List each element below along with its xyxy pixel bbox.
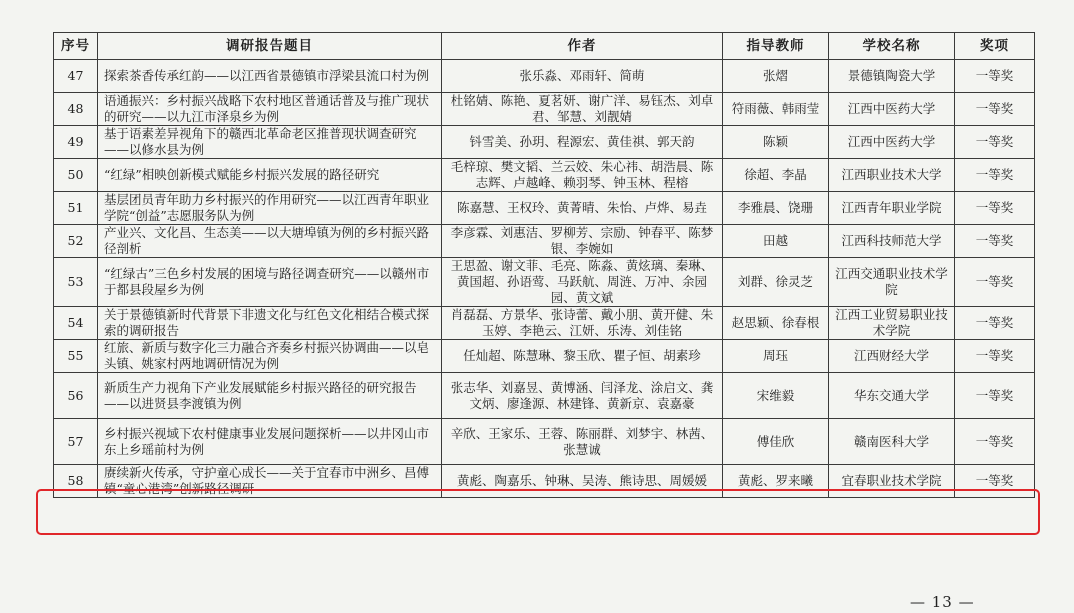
row-title: 红旅、新质与数字化三力融合齐奏乡村振兴协调曲——以皂头镇、姚家村两地调研情况为例 — [98, 340, 442, 373]
row-authors: 李彦霖、刘惠洁、罗柳芳、宗励、钟春平、陈梦银、李婉如 — [442, 225, 723, 258]
table-row — [54, 307, 1035, 340]
row-authors: 王思盈、谢文菲、毛亮、陈淼、黄炫璃、秦琳、黄国超、孙语莺、马跃航、周涟、万冲、余园园、黄文斌 — [442, 258, 723, 307]
row-award: 一等奖 — [955, 307, 1035, 340]
row-number: 51 — [54, 192, 98, 225]
row-title: 基层团员青年助力乡村振兴的作用研究——以江西青年职业学院“创益”志愿服务队为例 — [98, 192, 442, 225]
row-authors: 毛梓琼、樊文韬、兰云姣、朱心祎、胡浩晨、陈志辉、卢越峰、赖羽琴、钟玉林、程榕 — [442, 159, 723, 192]
row-authors: 陈嘉慧、王权玲、黄菁晴、朱怡、卢烨、易垚 — [442, 192, 723, 225]
row-title: 语通振兴：乡村振兴战略下农村地区普通话普及与推广现状的研究——以九江市泽泉乡为例 — [98, 93, 442, 126]
header-authors: 作者 — [442, 33, 723, 60]
table-row — [54, 60, 1035, 93]
row-authors: 黄彪、陶嘉乐、钟琳、吴涛、熊诗思、周媛媛 — [442, 465, 723, 498]
row-title: 乡村振兴视域下农村健康事业发展问题探析——以井冈山市东上乡瑶前村为例 — [98, 419, 442, 465]
row-teacher: 赵思颖、徐春根 — [723, 307, 829, 340]
row-title: 产业兴、文化昌、生态美——以大塘埠镇为例的乡村振兴路径剖析 — [98, 225, 442, 258]
row-teacher: 李雅晨、饶珊 — [723, 192, 829, 225]
row-school: 华东交通大学 — [829, 373, 955, 419]
row-school: 江西科技师范大学 — [829, 225, 955, 258]
row-school: 江西交通职业技术学院 — [829, 258, 955, 307]
row-title: 新质生产力视角下产业发展赋能乡村振兴路径的研究报告——以进贤县李渡镇为例 — [98, 373, 442, 419]
row-authors: 任灿超、陈慧琳、黎玉欣、瞿子恒、胡素珍 — [442, 340, 723, 373]
table-row — [54, 192, 1035, 225]
row-authors: 杜铭婧、陈艳、夏茗妍、谢广洋、易钰杰、刘卓君、邹慧、刘靓婧 — [442, 93, 723, 126]
row-number: 48 — [54, 93, 98, 126]
row-number: 58 — [54, 465, 98, 498]
table-row — [54, 126, 1035, 159]
row-award: 一等奖 — [955, 373, 1035, 419]
row-number: 50 — [54, 159, 98, 192]
row-number: 53 — [54, 258, 98, 307]
row-school: 赣南医科大学 — [829, 419, 955, 465]
row-authors: 张志华、刘嘉昱、黄博涵、闫泽龙、涂启文、龚文炳、廖逢源、林建锋、黄新京、袁嘉豪 — [442, 373, 723, 419]
row-authors: 张乐淼、邓雨轩、简萌 — [442, 60, 723, 93]
row-school: 江西青年职业学院 — [829, 192, 955, 225]
table-row — [54, 159, 1035, 192]
row-number: 57 — [54, 419, 98, 465]
awards-table — [53, 32, 1035, 498]
table-row — [54, 465, 1035, 498]
row-school: 江西中医药大学 — [829, 93, 955, 126]
row-award: 一等奖 — [955, 192, 1035, 225]
row-teacher: 张熠 — [723, 60, 829, 93]
row-number: 52 — [54, 225, 98, 258]
header-school: 学校名称 — [829, 33, 955, 60]
table-row-highlighted — [54, 419, 1035, 465]
row-award: 一等奖 — [955, 258, 1035, 307]
row-authors: 肖磊磊、方景华、张诗蕾、戴小朋、黄开健、朱玉婷、李艳云、江妍、乐涛、刘佳铭 — [442, 307, 723, 340]
page-number: — 13 — — [910, 593, 975, 611]
row-title: 基于语素差异视角下的赣西北革命老区推普现状调查研究——以修水县为例 — [98, 126, 442, 159]
row-teacher: 田越 — [723, 225, 829, 258]
header-title: 调研报告题目 — [98, 33, 442, 60]
header-teacher: 指导教师 — [723, 33, 829, 60]
row-authors: 辛欣、王家乐、王蓉、陈丽群、刘梦宇、林茜、张慧诚 — [442, 419, 723, 465]
row-teacher: 符雨薇、韩雨莹 — [723, 93, 829, 126]
row-title: 关于景德镇新时代背景下非遗文化与红色文化相结合模式探索的调研报告 — [98, 307, 442, 340]
row-school: 宜春职业技术学院 — [829, 465, 955, 498]
row-number: 55 — [54, 340, 98, 373]
row-award: 一等奖 — [955, 340, 1035, 373]
row-authors: 钭雪美、孙玥、程源宏、黄佳祺、郭天韵 — [442, 126, 723, 159]
row-number: 47 — [54, 60, 98, 93]
row-teacher: 徐超、李晶 — [723, 159, 829, 192]
table-row — [54, 373, 1035, 419]
row-teacher: 宋维毅 — [723, 373, 829, 419]
row-school: 江西财经大学 — [829, 340, 955, 373]
header-number: 序号 — [54, 33, 98, 60]
table-row — [54, 225, 1035, 258]
row-title: 赓续新火传承，守护童心成长——关于宜春市中洲乡、昌傅镇“童心港湾”创新路径调研 — [98, 465, 442, 498]
table-row — [54, 340, 1035, 373]
row-title: “红绿”相映创新模式赋能乡村振兴发展的路径研究 — [98, 159, 442, 192]
row-title: “红绿古”三色乡村发展的困境与路径调查研究——以赣州市于都县段屋乡为例 — [98, 258, 442, 307]
row-number: 56 — [54, 373, 98, 419]
row-school: 江西职业技术大学 — [829, 159, 955, 192]
table-row — [54, 93, 1035, 126]
row-school: 江西工业贸易职业技术学院 — [829, 307, 955, 340]
row-award: 一等奖 — [955, 126, 1035, 159]
header-award: 奖项 — [955, 33, 1035, 60]
row-teacher: 周珏 — [723, 340, 829, 373]
table-row — [54, 258, 1035, 307]
row-title: 探索茶香传承红韵——以江西省景德镇市浮梁县流口村为例 — [98, 60, 442, 93]
row-school: 景德镇陶瓷大学 — [829, 60, 955, 93]
row-teacher: 傅佳欣 — [723, 419, 829, 465]
row-teacher: 陈颖 — [723, 126, 829, 159]
row-teacher: 刘群、徐灵芝 — [723, 258, 829, 307]
row-school: 江西中医药大学 — [829, 126, 955, 159]
row-number: 54 — [54, 307, 98, 340]
row-teacher: 黄彪、罗来曦 — [723, 465, 829, 498]
table-header-row — [54, 33, 1035, 60]
row-award: 一等奖 — [955, 225, 1035, 258]
row-number: 49 — [54, 126, 98, 159]
row-award: 一等奖 — [955, 60, 1035, 93]
row-award: 一等奖 — [955, 159, 1035, 192]
row-award: 一等奖 — [955, 465, 1035, 498]
row-award: 一等奖 — [955, 93, 1035, 126]
row-award: 一等奖 — [955, 419, 1035, 465]
